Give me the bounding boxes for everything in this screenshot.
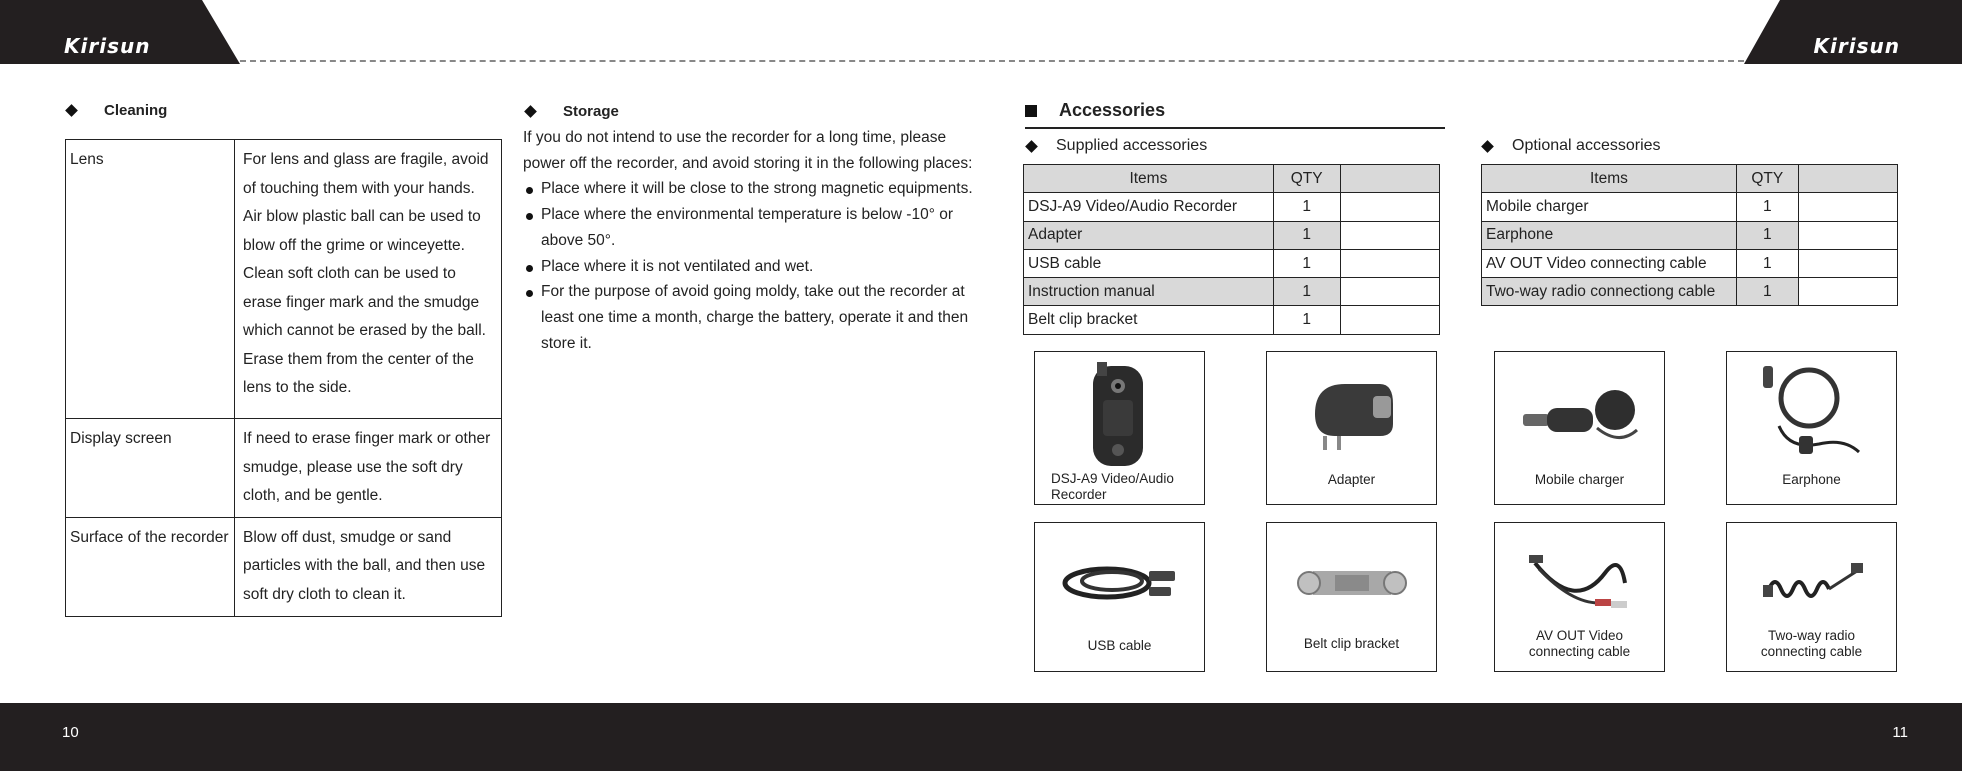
product-caption: Adapter: [1327, 472, 1376, 487]
table-header-row: [1482, 165, 1898, 193]
list-item: For the purpose of avoid going moldy, take out the recorder at least one time a month, charge the battery, operate it and then store it.: [523, 279, 983, 356]
footer-band: [0, 703, 1962, 771]
table-cell: Adapter: [1024, 221, 1274, 249]
table-cell: Two-way radio connectiong cable: [1482, 278, 1737, 306]
table-header-row: [1024, 165, 1440, 193]
product-caption: Earphone: [1782, 472, 1841, 487]
header-dashed-line: [240, 60, 1744, 62]
storage-text: [523, 125, 983, 356]
table-cell: [1798, 193, 1897, 221]
table-cell: [1798, 278, 1897, 306]
product-card-av-cable: [1494, 522, 1665, 672]
storage-intro: If you do not intend to use the recorder for a long time, please power off the recorder, and avoid storing it in the following places:: [523, 129, 973, 172]
column-header: Items: [1482, 165, 1737, 193]
list-item: Place where the environmental temperature is below -10° or above 50°.: [523, 202, 983, 253]
product-card-adapter: [1266, 351, 1437, 505]
table-cell-item: Display screen: [66, 419, 235, 518]
table-cell: USB cable: [1024, 249, 1274, 277]
table-row: [1482, 221, 1898, 249]
table-row: [1482, 249, 1898, 277]
product-caption: DSJ-A9 Video/Audio Recorder: [1051, 471, 1174, 502]
table-cell-text: If need to erase finger mark or other smudge, please use the soft dry cloth, and be gentle.: [235, 419, 502, 518]
av-cable-icon: [1525, 543, 1635, 623]
brand-logo: Kirisun: [1813, 34, 1900, 58]
table-cell: AV OUT Video connecting cable: [1482, 249, 1737, 277]
column-header: QTY: [1736, 165, 1798, 193]
usb-cable-icon: [1057, 553, 1187, 613]
table-row: [66, 517, 502, 616]
cleaning-table: [65, 139, 502, 617]
adapter-icon: [1305, 374, 1400, 454]
belt-clip-icon: [1295, 559, 1409, 609]
table-cell: 1: [1273, 306, 1340, 334]
product-caption: Belt clip bracket: [1303, 636, 1400, 651]
table-cell: Instruction manual: [1024, 278, 1274, 306]
storage-heading: Storage: [526, 103, 619, 120]
table-cell: [1340, 221, 1439, 249]
table-row: [1024, 306, 1440, 334]
table-cell-text: For lens and glass are fragile, avoid of touching them with your hands. Air blow plastic ball can be used to blow off the grime or winceyette. Clean soft cloth can be used to erase finger mark and the smudge which cannot be erased by the ball. Erase them from the center of the lens to the side.: [235, 140, 502, 419]
table-cell: 1: [1273, 193, 1340, 221]
diamond-bullet-icon: [65, 104, 78, 117]
table-cell: Mobile charger: [1482, 193, 1737, 221]
square-bullet-icon: [1025, 105, 1037, 117]
table-row: [1024, 249, 1440, 277]
diamond-bullet-icon: [1481, 140, 1494, 153]
cleaning-heading: Cleaning: [67, 102, 167, 119]
radio-cable-icon: [1761, 549, 1865, 615]
product-caption: Two-way radio connecting cable: [1760, 628, 1863, 659]
product-card-mobile-charger: [1494, 351, 1665, 505]
table-cell: Belt clip bracket: [1024, 306, 1274, 334]
list-item: Place where it will be close to the strong magnetic equipments.: [523, 176, 983, 202]
diamond-bullet-icon: [524, 105, 537, 118]
optional-table: [1481, 164, 1898, 306]
table-row: [1482, 193, 1898, 221]
recorder-icon: [1083, 358, 1153, 470]
table-row: [1024, 193, 1440, 221]
column-header: QTY: [1273, 165, 1340, 193]
table-cell-item: Lens: [66, 140, 235, 419]
supplied-heading: Supplied accessories: [1027, 137, 1207, 155]
column-header: [1340, 165, 1439, 193]
brand-logo: Kirisun: [64, 34, 151, 58]
product-card-radio-cable: [1726, 522, 1897, 672]
product-caption: Mobile charger: [1534, 472, 1625, 487]
product-card-usb-cable: [1034, 522, 1205, 672]
table-cell: 1: [1736, 249, 1798, 277]
accessories-heading: Accessories: [1025, 100, 1445, 129]
table-cell: [1340, 249, 1439, 277]
table-row: [66, 140, 502, 419]
list-item: Place where it is not ventilated and wet.: [523, 254, 983, 280]
table-row: [66, 419, 502, 518]
table-cell: 1: [1736, 193, 1798, 221]
table-cell: [1798, 249, 1897, 277]
product-card-belt-clip: [1266, 522, 1437, 672]
product-card-recorder: [1034, 351, 1205, 505]
table-row: [1024, 278, 1440, 306]
table-row: [1024, 221, 1440, 249]
table-cell: 1: [1273, 221, 1340, 249]
table-cell: [1340, 278, 1439, 306]
column-header: [1798, 165, 1897, 193]
car-charger-icon: [1519, 378, 1643, 448]
table-cell: [1340, 193, 1439, 221]
earphone-icon: [1749, 360, 1879, 464]
table-cell: 1: [1273, 249, 1340, 277]
table-cell: DSJ-A9 Video/Audio Recorder: [1024, 193, 1274, 221]
table-cell: 1: [1736, 278, 1798, 306]
table-cell: [1340, 306, 1439, 334]
optional-heading: Optional accessories: [1483, 137, 1661, 155]
table-row: [1482, 278, 1898, 306]
product-card-earphone: [1726, 351, 1897, 505]
diamond-bullet-icon: [1025, 140, 1038, 153]
table-cell-text: Blow off dust, smudge or sand particles with the ball, and then use soft dry cloth to clean it.: [235, 517, 502, 616]
table-cell-item: Surface of the recorder: [66, 517, 235, 616]
table-cell: 1: [1736, 221, 1798, 249]
storage-bullet-list: [523, 176, 983, 356]
table-cell: [1798, 221, 1897, 249]
column-header: Items: [1024, 165, 1274, 193]
page-number: 11: [1892, 724, 1908, 741]
supplied-table: [1023, 164, 1440, 335]
page-number: 10: [62, 724, 79, 741]
table-cell: 1: [1273, 278, 1340, 306]
product-caption: USB cable: [1087, 638, 1152, 653]
product-caption: AV OUT Video connecting cable: [1528, 628, 1631, 659]
table-cell: Earphone: [1482, 221, 1737, 249]
